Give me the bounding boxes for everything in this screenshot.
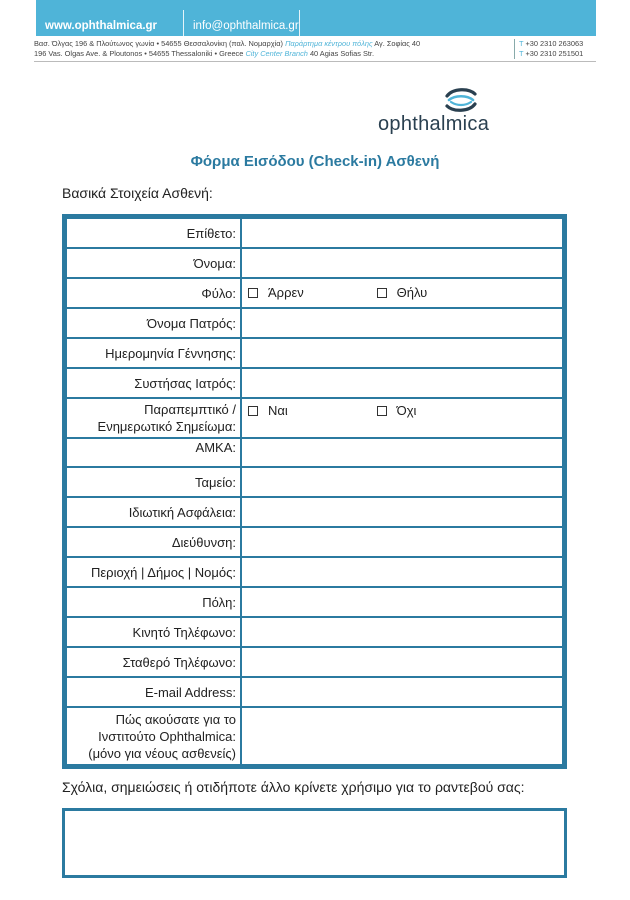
form-row-amka [66,438,563,467]
form-row-private-insurance [66,497,563,527]
referral-field [241,398,563,438]
field-label: Επίθετο: [66,218,241,248]
form-row-referring-doctor [66,368,563,398]
form-row-referral [66,398,563,438]
header-divider [183,10,184,36]
form-row-city [66,587,563,617]
checkbox-icon[interactable] [377,288,387,298]
comments-field[interactable] [62,808,567,878]
logo [378,86,508,136]
email-link[interactable]: info@ophthalmica.gr [193,20,299,32]
field-label: Φύλο: [66,278,241,308]
private-insurance-field[interactable] [241,497,563,527]
gender-male-option[interactable]: Άρρεν [248,285,373,300]
gender-field [241,278,563,308]
phone-line: T +30 2310 263063 [519,39,584,48]
field-label: Πόλη: [66,587,241,617]
checkbox-icon[interactable] [248,288,258,298]
name-field[interactable] [241,248,563,278]
field-label: Σταθερό Τηλέφωνο: [66,647,241,677]
comments-label: Σχόλια, σημειώσεις ή οτιδήποτε άλλο κρίνετε χρήσιμο για το ραντεβού σας: [62,779,525,795]
landline-field[interactable] [241,647,563,677]
region-field[interactable] [241,557,563,587]
form-row-mobile [66,617,563,647]
field-label: Ιδιωτική Ασφάλεια: [66,497,241,527]
header-rule [34,61,596,62]
field-label: Ημερομηνία Γέννησης: [66,338,241,368]
form-row-gender [66,278,563,308]
field-label: Ταμείο: [66,467,241,497]
form-row-landline [66,647,563,677]
form-row-fund [66,467,563,497]
website-link[interactable]: www.ophthalmica.gr [45,20,158,32]
form-row-region [66,557,563,587]
checkbox-icon[interactable] [248,406,258,416]
field-label: Περιοχή | Δήμος | Νομός: [66,557,241,587]
mobile-field[interactable] [241,617,563,647]
logo-wordmark: ophthalmica [378,113,490,135]
field-label: Όνομα Πατρός: [66,308,241,338]
city-field[interactable] [241,587,563,617]
form-row-heard-about [66,707,563,765]
address-field[interactable] [241,527,563,557]
field-label: Όνομα: [66,248,241,278]
form-row-name [66,248,563,278]
form-row-address [66,527,563,557]
field-label: Διεύθυνση: [66,527,241,557]
surname-field[interactable] [241,218,563,248]
patient-form [62,214,567,769]
referral-no-option[interactable]: Όχι [377,403,417,418]
field-label: Παραπεμπτικό / Ενημερωτικό Σημείωμα: [66,398,241,438]
header-bar [36,0,596,36]
amka-field[interactable] [241,438,563,467]
referral-yes-option[interactable]: Ναι [248,403,373,418]
field-label: Πώς ακούσατε για το Ινστιτούτο Ophthalmica: (μόνο για νέους ασθενείς) [66,707,241,765]
father-name-field[interactable] [241,308,563,338]
phone-line: T +30 2310 251501 [519,49,584,58]
section-label: Βασικά Στοιχεία Ασθενή: [62,185,213,201]
heard-about-field[interactable] [241,707,563,765]
address-block [34,39,420,59]
field-label: ΑΜΚΑ: [66,438,241,467]
fund-field[interactable] [241,467,563,497]
field-label: Συστήσας Ιατρός: [66,368,241,398]
eye-swirl-icon [441,86,481,114]
form-row-birth-date [66,338,563,368]
email-field[interactable] [241,677,563,707]
address-line-english: 196 Vas. Olgas Ave. & Ploutonos • 54655 Thessaloniki • Greece City Center Branch 40 Agias Sofias Str. [34,49,375,58]
header-divider [299,10,300,36]
field-label: Κινητό Τηλέφωνο: [66,617,241,647]
checkbox-icon[interactable] [377,406,387,416]
gender-female-option[interactable]: Θήλυ [377,285,428,300]
address-line-greek: Βασ. Όλγας 196 & Πλούτωνος γωνία • 54655 Θεσσαλονίκη (παλ. Νομαρχία) Παράρτημα κέντρου πόλης Αγ. Σοφίας 40 [34,39,421,48]
form-row-surname [66,218,563,248]
referring-doctor-field[interactable] [241,368,563,398]
form-row-email [66,677,563,707]
birth-date-field[interactable] [241,338,563,368]
form-row-father-name [66,308,563,338]
field-label: E-mail Address: [66,677,241,707]
phone-block [514,39,583,59]
page-title: Φόρμα Εισόδου (Check-in) Ασθενή [190,153,440,170]
